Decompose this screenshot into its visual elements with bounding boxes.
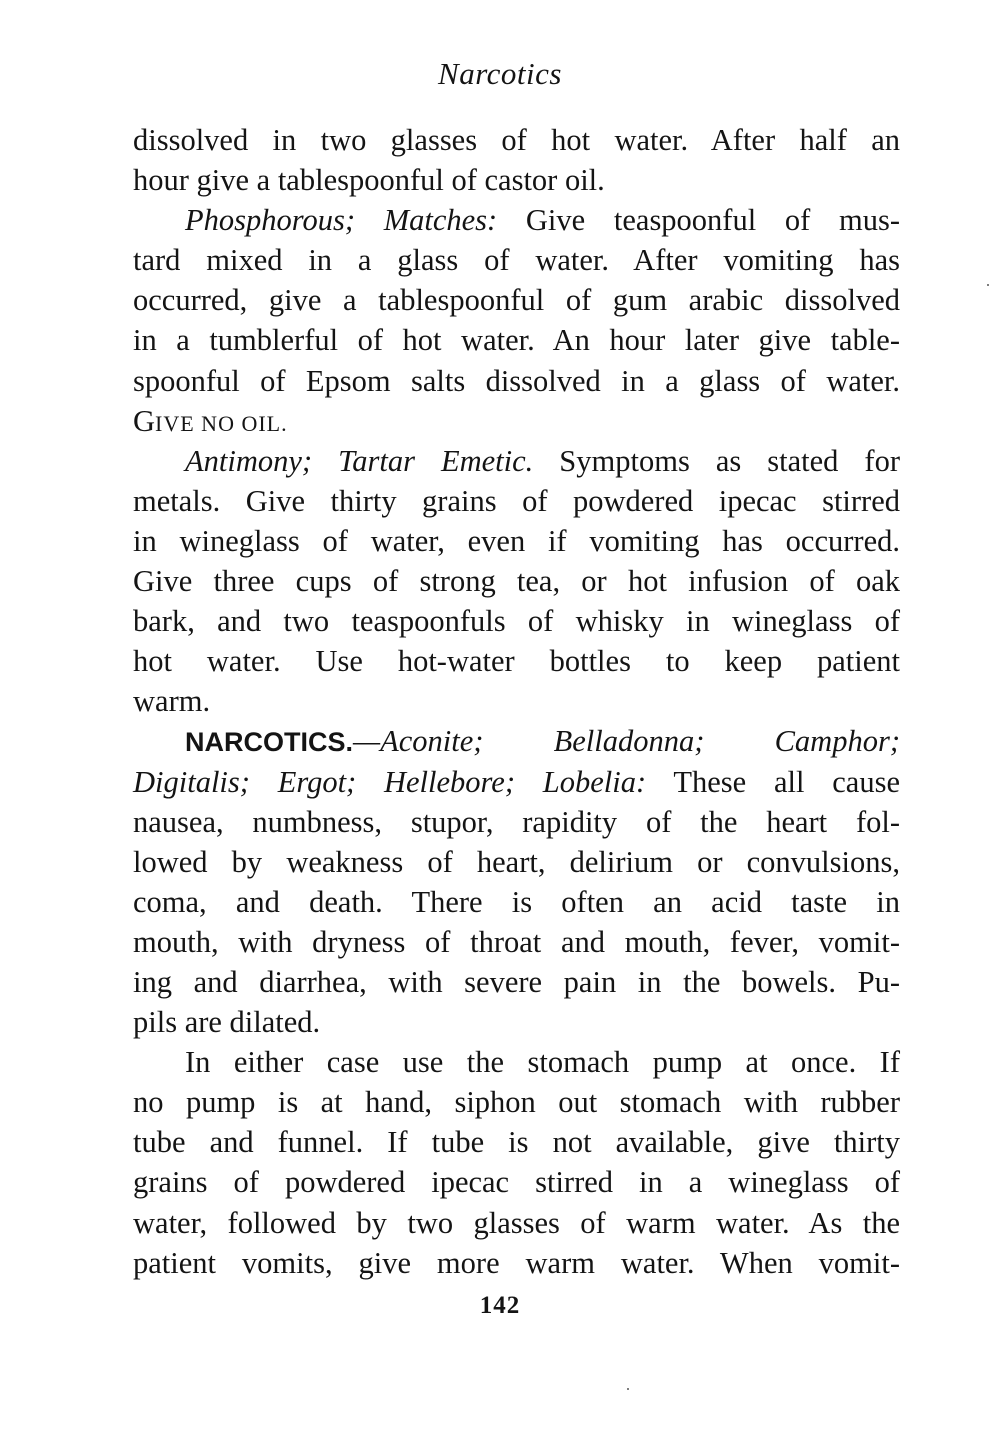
text-line: water, followed by two glasses of warm water. As the (133, 1205, 900, 1240)
small-caps-initial: G (133, 403, 156, 438)
text-line: in wineglass of water, even if vomiting has occurred. (133, 523, 900, 558)
running-head: Narcotics (438, 56, 562, 91)
print-speck (627, 1388, 629, 1390)
text-line: Give three cups of strong tea, or hot infusion of oak (133, 564, 900, 599)
text-line: tube and funnel. If tube is not available, give thirty (133, 1125, 900, 1160)
entry-heading: Digitalis; Ergot; Hellebore; Lobelia: (133, 764, 647, 799)
entry-heading: Antimony; Tartar Emetic. (185, 443, 534, 478)
text-line: hour give a tablespoonful of castor oil. (133, 163, 605, 198)
text-line: metals. Give thirty grains of powdered ipecac stirred (133, 483, 900, 518)
text-line: hot water. Use hot-water bottles to keep patient (133, 644, 900, 679)
text-run: Give teaspoonful of mus- (497, 203, 900, 238)
text-line: mouth, with dryness of throat and mouth, fever, vomit- (133, 924, 900, 959)
text-line: bark, and two teaspoonfuls of whisky in wineglass of (133, 604, 900, 639)
text-line: nausea, numbness, stupor, rapidity of the heart fol- (133, 804, 900, 839)
text-line: ing and diarrhea, with severe pain in the bowels. Pu- (133, 964, 900, 999)
print-speck (987, 284, 989, 286)
text-line: lowed by weakness of heart, delirium or convulsions, (133, 844, 900, 879)
section-heading: NARCOTICS. (185, 727, 353, 758)
warning-line (133, 401, 900, 441)
entry-heading: —Aconite; Belladonna; Camphor; (353, 724, 900, 759)
text-line (133, 441, 900, 481)
text-line: In either case use the stomach pump at once. If (185, 1045, 900, 1080)
text-line: grains of powdered ipecac stirred in a wineglass of (133, 1165, 900, 1200)
text-line: in a tumblerful of hot water. An hour later give table- (133, 323, 900, 358)
text-line: no pump is at hand, siphon out stomach with rubber (133, 1085, 900, 1120)
text-run: Symptoms as stated for (533, 443, 900, 478)
page-number: 142 (479, 1292, 521, 1319)
text-line: warm. (133, 684, 211, 719)
text-line: patient vomits, give more warm water. When vomit- (133, 1245, 900, 1280)
text-run: These all cause (646, 764, 900, 799)
section-heading-line (133, 721, 900, 761)
text-line: spoonful of Epsom salts dissolved in a glass of water. (133, 363, 900, 398)
text-line: tard mixed in a glass of water. After vomiting has (133, 243, 900, 278)
text-line (133, 200, 900, 240)
body-text (133, 120, 900, 1283)
entry-heading: Phosphorous; Matches: (185, 203, 498, 238)
text-line: occurred, give a tablespoonful of gum arabic dissolved (133, 283, 900, 318)
small-caps-text: IVE NO OIL. (155, 410, 288, 436)
text-line: pils are dilated. (133, 1005, 321, 1040)
text-line: coma, and death. There is often an acid taste in (133, 884, 900, 919)
text-line: dissolved in two glasses of hot water. After half an (133, 123, 900, 157)
text-line (133, 762, 900, 802)
